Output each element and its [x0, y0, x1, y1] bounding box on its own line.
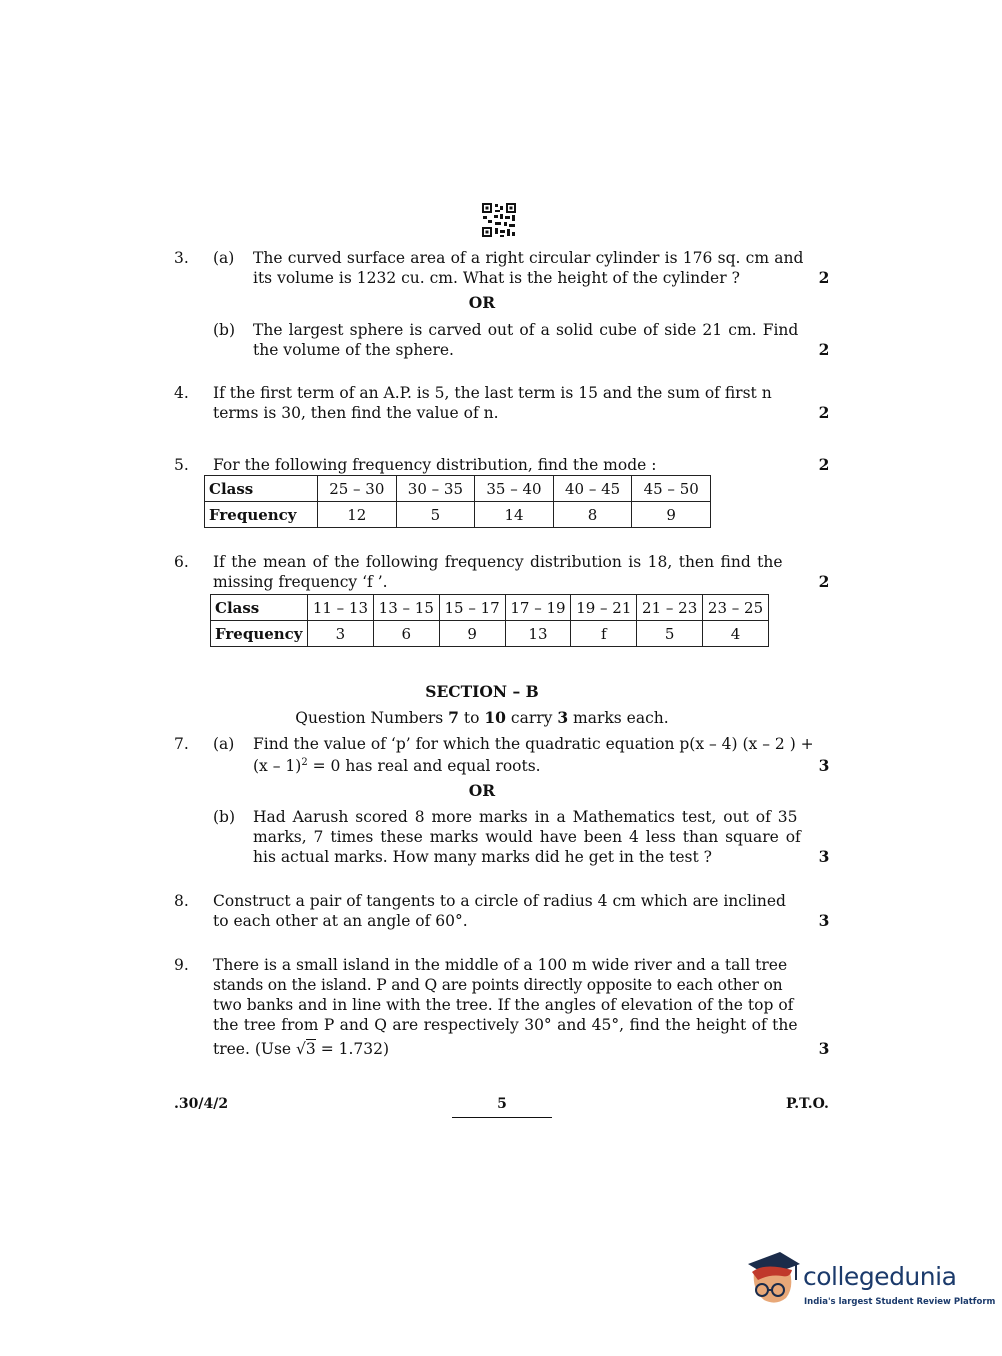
section-b-title: SECTION – B: [425, 682, 539, 701]
q6-frequency-cell: 4: [703, 621, 769, 647]
section-b-instruction: [282, 708, 682, 728]
q6-frequency-cell: f: [571, 621, 637, 647]
q6-class-cell: 17 – 19: [505, 595, 571, 621]
q5-text: For the following frequency distribution, find the mode :: [213, 456, 657, 474]
q7-b-label: (b): [213, 808, 236, 826]
q5-frequency-cell: 14: [475, 502, 554, 528]
q8-number: 8.: [174, 892, 189, 910]
q7-a-marks: 3: [818, 756, 830, 775]
q9-sqrt-radicand: 3: [305, 1040, 316, 1058]
q6-class-row: [211, 595, 769, 621]
q6-frequency-cell: 5: [637, 621, 703, 647]
q7-b-line1: Had Aarush scored 8 more marks in a Mathematics test, out of 35: [253, 808, 798, 826]
qr-code: [481, 202, 517, 238]
q9-line4: the tree from P and Q are respectively 30° and 45°, find the height of the: [213, 1016, 798, 1034]
q3-number: 3.: [174, 249, 189, 267]
q5-number: 5.: [174, 456, 189, 474]
instruction-prefix: Question Numbers: [295, 709, 449, 727]
q6-class-cell: 21 – 23: [637, 595, 703, 621]
q9-line2: stands on the island. P and Q are points directly opposite to each other on: [213, 976, 783, 994]
q4-line1: If the first term of an A.P. is 5, the last term is 15 and the sum of first n: [213, 384, 772, 402]
sqrt-symbol: √: [296, 1040, 306, 1058]
q9-line1: There is a small island in the middle of a 100 m wide river and a tall tree: [213, 956, 788, 974]
q5-frequency-cell: 9: [632, 502, 711, 528]
paper-code: .30/4/2: [174, 1096, 229, 1112]
q5-class-cell: 35 – 40: [475, 476, 554, 502]
page-number: 5: [497, 1096, 507, 1112]
q8-line1: Construct a pair of tangents to a circle of radius 4 cm which are inclined: [213, 892, 786, 910]
q6-frequency-cell: 9: [439, 621, 505, 647]
q3-b-marks: 2: [818, 340, 830, 359]
instruction-to-word: to: [458, 709, 485, 727]
q6-line2: missing frequency ‘f ’.: [213, 573, 388, 591]
q6-frequency-label: Frequency: [211, 621, 308, 647]
q5-class-row: [205, 476, 711, 502]
q7-a-line2-sup: 2: [301, 756, 308, 768]
q7-b-marks: 3: [818, 847, 830, 866]
q5-frequency-label: Frequency: [205, 502, 318, 528]
q5-frequency-cell: 8: [553, 502, 632, 528]
page-number-rule: [452, 1117, 552, 1118]
instruction-from: 7: [448, 708, 459, 727]
q7-a-line2-pre: (x – 1): [253, 757, 302, 775]
q6-class-label: Class: [211, 595, 308, 621]
q6-frequency-cell: 3: [308, 621, 374, 647]
q9-line5-post: = 1.732): [315, 1040, 390, 1058]
q6-class-cell: 11 – 13: [308, 595, 374, 621]
q5-frequency-cell: 5: [396, 502, 475, 528]
q5-class-label: Class: [205, 476, 318, 502]
q6-class-cell: 19 – 21: [571, 595, 637, 621]
q7-or: OR: [468, 781, 496, 800]
q7-a-line2-post: = 0 has real and equal roots.: [307, 757, 541, 775]
q5-frequency-table: [204, 475, 711, 528]
q6-number: 6.: [174, 553, 189, 571]
q5-frequency-cell: 12: [318, 502, 397, 528]
q3-or: OR: [468, 293, 496, 312]
q3-b-label: (b): [213, 321, 236, 339]
q3-a-marks: 2: [818, 268, 830, 287]
q9-marks: 3: [818, 1039, 830, 1058]
q5-marks: 2: [818, 455, 830, 474]
q7-a-line2: [253, 756, 541, 776]
brand-name: collegedunia: [803, 1262, 957, 1291]
q8-marks: 3: [818, 911, 830, 930]
q9-number: 9.: [174, 956, 189, 974]
q6-frequency-row: [211, 621, 769, 647]
q5-class-cell: 45 – 50: [632, 476, 711, 502]
q5-class-cell: 40 – 45: [553, 476, 632, 502]
q3-a-line2: its volume is 1232 cu. cm. What is the height of the cylinder ?: [253, 269, 740, 287]
instruction-marks: 3: [557, 708, 569, 727]
q4-line2: terms is 30, then find the value of n.: [213, 404, 499, 422]
q6-class-cell: 13 – 15: [373, 595, 439, 621]
q3-b-line1: The largest sphere is carved out of a solid cube of side 21 cm. Find: [253, 321, 799, 339]
q6-frequency-table: [210, 594, 769, 647]
q8-line2: to each other at an angle of 60°.: [213, 912, 468, 930]
q9-line5: [213, 1039, 389, 1059]
q5-frequency-row: [205, 502, 711, 528]
q6-class-cell: 23 – 25: [703, 595, 769, 621]
q7-b-line3: his actual marks. How many marks did he get in the test ?: [253, 848, 712, 866]
q3-b-line2: the volume of the sphere.: [253, 341, 454, 359]
q7-b-line2: marks, 7 times these marks would have been 4 less than square of: [253, 828, 801, 846]
q7-number: 7.: [174, 735, 189, 753]
q6-frequency-cell: 13: [505, 621, 571, 647]
q4-marks: 2: [818, 403, 830, 422]
q6-marks: 2: [818, 572, 830, 591]
q7-a-line1: Find the value of ‘p’ for which the quadratic equation p(x – 4) (x – 2 ) +: [253, 735, 814, 753]
q7-a-label: (a): [213, 735, 235, 753]
q3-a-label: (a): [213, 249, 235, 267]
q5-class-cell: 30 – 35: [396, 476, 475, 502]
q6-frequency-cell: 6: [373, 621, 439, 647]
q6-line1: If the mean of the following frequency distribution is 18, then find the: [213, 553, 783, 571]
q3-a-line1: The curved surface area of a right circular cylinder is 176 sq. cm and: [253, 249, 804, 267]
q4-number: 4.: [174, 384, 189, 402]
q9-line5-pre: tree. (Use: [213, 1040, 297, 1058]
instruction-to: 10: [484, 708, 506, 727]
brand-tagline: India's largest Student Review Platform: [804, 1297, 996, 1307]
pto-label: P.T.O.: [786, 1096, 829, 1112]
q6-class-cell: 15 – 17: [439, 595, 505, 621]
collegedunia-mascot-icon: [744, 1250, 802, 1308]
instruction-suffix: marks each.: [568, 709, 669, 727]
instruction-mid: carry: [505, 709, 558, 727]
q9-line3: two banks and in line with the tree. If the angles of elevation of the top of: [213, 996, 794, 1014]
q5-class-cell: 25 – 30: [318, 476, 397, 502]
